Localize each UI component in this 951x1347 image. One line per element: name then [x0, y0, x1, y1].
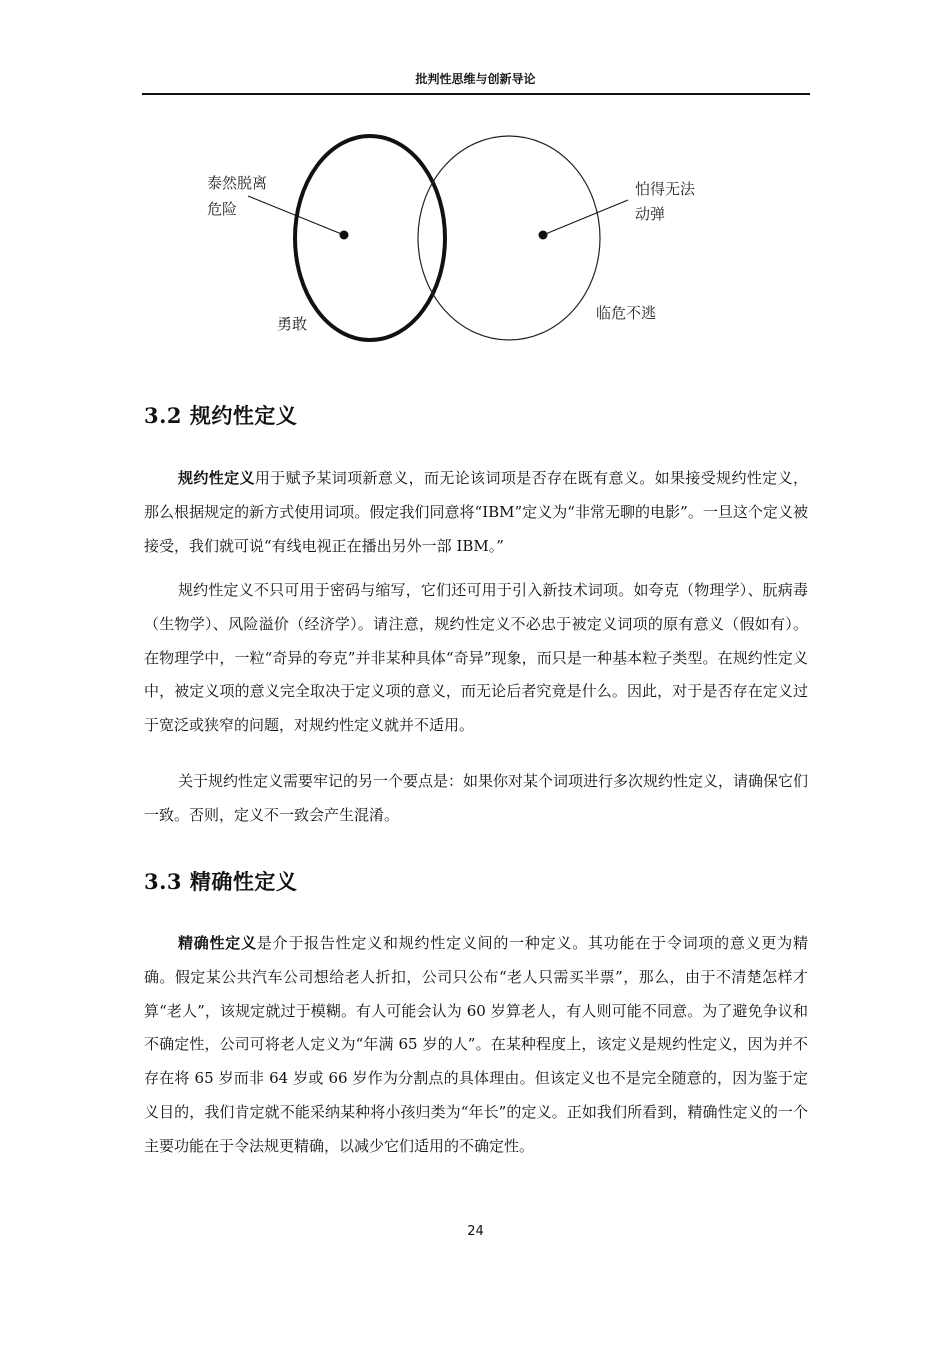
paragraph-text: 用于赋予某词项新意义，而无论该词项是否存在既有意义。如果接受规约性定义，那么根据规定的新方式使用词项。假定我们同意将“IBM”定义为“非常无聊的电影”。一旦这个定义被接受，我们就可说“有线电视正在播出另外一部 IBM。” [144, 469, 808, 555]
right-circle-label: 临危不逃 [596, 304, 657, 322]
paragraph-3-2-1 [144, 462, 808, 563]
section-heading-3-3: 3.3 精确性定义 [144, 869, 298, 894]
right-pointer-line [543, 200, 628, 235]
paragraph-3-3-1 [144, 927, 808, 1164]
section-heading-3-2: 3.2 规约性定义 [144, 403, 298, 428]
term-stipulative-definition: 规约性定义 [178, 469, 255, 487]
paragraph-3-2-3: 关于规约性定义需要牢记的另一个要点是：如果你对某个词项进行多次规约性定义，请确保它们一致。否则，定义不一致会产生混淆。 [144, 772, 809, 824]
right-point-label-2: 动弹 [635, 205, 666, 223]
right-point-label-1: 怕得无法 [635, 180, 696, 198]
paragraph-3-2-2: 规约性定义不只可用于密码与缩写，它们还可用于引入新技术词项。如夸克（物理学）、朊病毒（生物学）、风险溢价（经济学）。请注意，规约性定义不必忠于被定义词项的原有意义（假如有）。在物理学中，一粒“奇异的夸克”并非某种具体“奇异”现象，而只是一种基本粒子类型。在规约性定义中，被定义项的意义完全取决于定义项的意义，而无论后者究竟是什么。因此，对于是否存在定义过于宽泛或狭窄的问题，对规约性定义就并不适用。 [144, 581, 808, 735]
page-number: 24 [467, 1224, 484, 1239]
left-circle-label: 勇敢 [277, 315, 308, 333]
running-header: 批判性思维与创新导论 [415, 72, 536, 86]
term-precising-definition: 精确性定义 [178, 934, 257, 952]
venn-diagram [0, 0, 951, 400]
left-circle-brave [295, 136, 445, 340]
left-point-label-2: 危险 [207, 200, 238, 218]
left-point-label-1: 泰然脱离 [207, 174, 268, 192]
paragraph-text: 是介于报告性定义和规约性定义间的一种定义。其功能在于令词项的意义更为精确。假定某公共汽车公司想给老人折扣，公司只公布“老人只需买半票”，那么，由于不清楚怎样才算“老人”，该规定就过于模糊。有人可能会认为 60 岁算老人，有人则可能不同意。为了避免争议和不确定性，公司可将老人定义为“年满 65 岁的人”。在某种程度上，该定义是规约性定义，因为并不存在将 65 岁而非 64 岁或 66 岁作为分割点的具体理由。但该定义也不是完全随意的，因为鉴于定义目的，我们肯定就不能采纳某种将小孩归类为“年长”的定义。正如我们所看到，精确性定义的一个主要功能在于令法规更精确，以减少它们适用的不确定性。 [144, 934, 808, 1155]
